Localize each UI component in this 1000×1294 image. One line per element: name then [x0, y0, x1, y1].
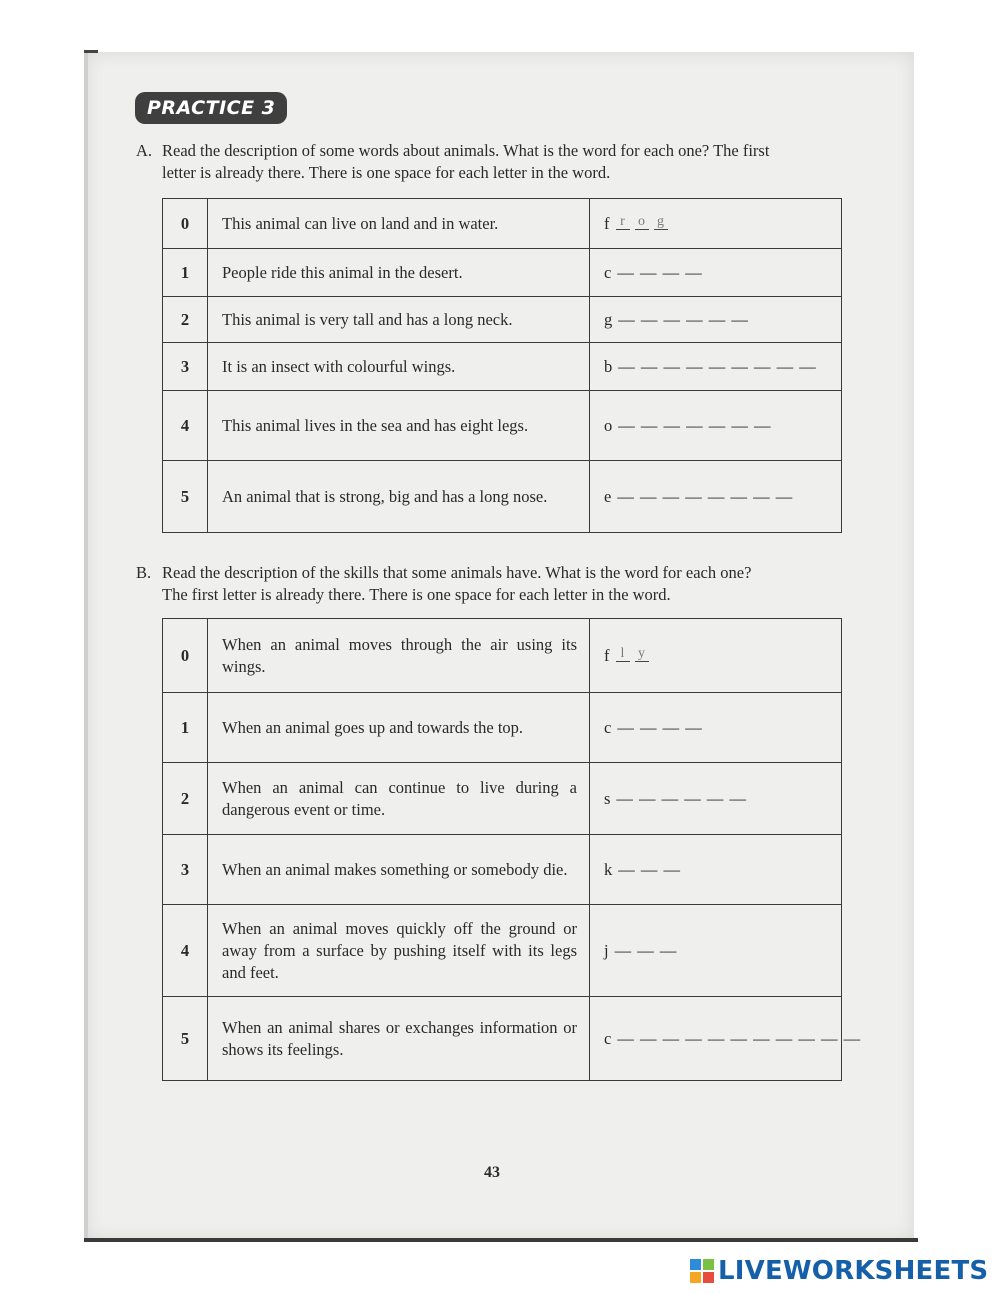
answer-cell[interactable]	[590, 461, 842, 533]
section-b-instruction-line2: The first letter is already there. There is one space for each letter in the word.	[162, 585, 671, 604]
first-letter: c	[604, 1028, 612, 1048]
first-letter: s	[604, 788, 611, 808]
first-letter: o	[604, 415, 613, 435]
table-row	[163, 997, 842, 1081]
liveworksheets-brand	[690, 1256, 988, 1286]
row-number: 4	[163, 905, 208, 997]
row-number: 2	[163, 763, 208, 835]
first-letter: g	[604, 309, 613, 329]
table-row	[163, 199, 842, 249]
letter-blanks[interactable]: — — —	[618, 859, 681, 879]
letter-blanks[interactable]: — — —	[614, 940, 678, 960]
example-letter: g	[654, 215, 668, 230]
row-number: 1	[163, 693, 208, 763]
page-number: 43	[484, 1164, 500, 1181]
section-a-instruction-line2: letter is already there. There is one space for each letter in the word.	[162, 163, 611, 182]
table-row	[163, 763, 842, 835]
answer-cell[interactable]	[590, 199, 842, 249]
first-letter: k	[604, 859, 613, 879]
row-description: When an animal shares or exchanges information or shows its feelings.	[208, 997, 590, 1081]
letter-blanks[interactable]: — — — — — — —	[618, 415, 772, 435]
brand-name: LIVEWORKSHEETS	[718, 1256, 989, 1286]
table-row	[163, 461, 842, 533]
row-number: 3	[163, 835, 208, 905]
row-description: When an animal can continue to live during a dangerous event or time.	[208, 763, 590, 835]
section-b-instruction-line1: Read the description of the skills that some animals have. What is the word for each one?	[162, 563, 752, 582]
section-b-label: B.	[136, 563, 152, 582]
row-description: This animal lives in the sea and has eight legs.	[208, 391, 590, 461]
first-letter: j	[604, 940, 609, 960]
liveworksheets-logo-icon	[690, 1259, 714, 1283]
letter-blanks[interactable]: — — — — — —	[616, 788, 748, 808]
letter-blanks[interactable]: — — — — — — — — — — —	[617, 1028, 862, 1048]
letter-blanks[interactable]: — — — — — —	[618, 309, 749, 329]
practice-badge: PRACTICE 3	[135, 92, 287, 124]
first-letter: c	[604, 717, 612, 737]
answer-cell[interactable]	[590, 297, 842, 343]
row-description: This animal is very tall and has a long neck.	[208, 297, 590, 343]
answer-cell[interactable]	[590, 905, 842, 997]
answer-cell[interactable]	[590, 619, 842, 693]
answer-cell[interactable]	[590, 997, 862, 1081]
row-number: 1	[163, 249, 208, 297]
table-row	[163, 905, 842, 997]
letter-blanks[interactable]: — — — — — — — — —	[618, 356, 817, 376]
letter-blanks[interactable]: — — — —	[617, 262, 703, 282]
row-description: When an animal moves through the air using its wings.	[208, 619, 590, 693]
section-a-instruction	[136, 140, 848, 184]
row-number: 0	[163, 199, 208, 249]
section-b-instruction	[136, 562, 848, 606]
corner-mark	[84, 50, 98, 53]
first-letter: e	[604, 486, 612, 506]
example-letter: r	[616, 215, 630, 230]
answer-cell[interactable]	[590, 343, 842, 391]
example-letter: o	[635, 215, 649, 230]
row-description: This animal can live on land and in water.	[208, 199, 590, 249]
table-row	[163, 297, 842, 343]
answer-cell[interactable]	[590, 391, 842, 461]
table-row	[163, 835, 842, 905]
first-letter: b	[604, 356, 613, 376]
section-a-table	[162, 198, 842, 533]
letter-blanks[interactable]: — — — — — — — —	[617, 486, 794, 506]
page-edge	[84, 50, 88, 1240]
page-bottom-edge	[84, 1238, 918, 1242]
section-a-label: A.	[136, 141, 153, 160]
example-letter: l	[616, 647, 630, 662]
section-b-table	[162, 618, 862, 1081]
answer-cell[interactable]	[590, 693, 842, 763]
row-number: 0	[163, 619, 208, 693]
first-letter: c	[604, 262, 612, 282]
table-row	[163, 619, 842, 693]
row-number: 3	[163, 343, 208, 391]
letter-blanks[interactable]: — — — —	[617, 717, 703, 737]
section-a-instruction-line1: Read the description of some words about animals. What is the word for each one? The first	[162, 141, 770, 160]
row-description: When an animal goes up and towards the top.	[208, 693, 590, 763]
table-row	[163, 343, 842, 391]
first-letter: f	[604, 645, 610, 665]
table-row	[163, 249, 842, 297]
row-number: 4	[163, 391, 208, 461]
answer-cell[interactable]	[590, 249, 842, 297]
row-description: People ride this animal in the desert.	[208, 249, 590, 297]
answer-cell[interactable]	[590, 835, 842, 905]
example-letter: y	[635, 647, 649, 662]
first-letter: f	[604, 213, 610, 233]
row-description: An animal that is strong, big and has a long nose.	[208, 461, 590, 533]
row-number: 5	[163, 997, 208, 1081]
row-description: It is an insect with colourful wings.	[208, 343, 590, 391]
row-description: When an animal makes something or somebody die.	[208, 835, 590, 905]
row-number: 2	[163, 297, 208, 343]
row-description: When an animal moves quickly off the ground or away from a surface by pushing itself with its legs and feet.	[208, 905, 590, 997]
table-row	[163, 693, 842, 763]
table-row	[163, 391, 842, 461]
row-number: 5	[163, 461, 208, 533]
answer-cell[interactable]	[590, 763, 842, 835]
